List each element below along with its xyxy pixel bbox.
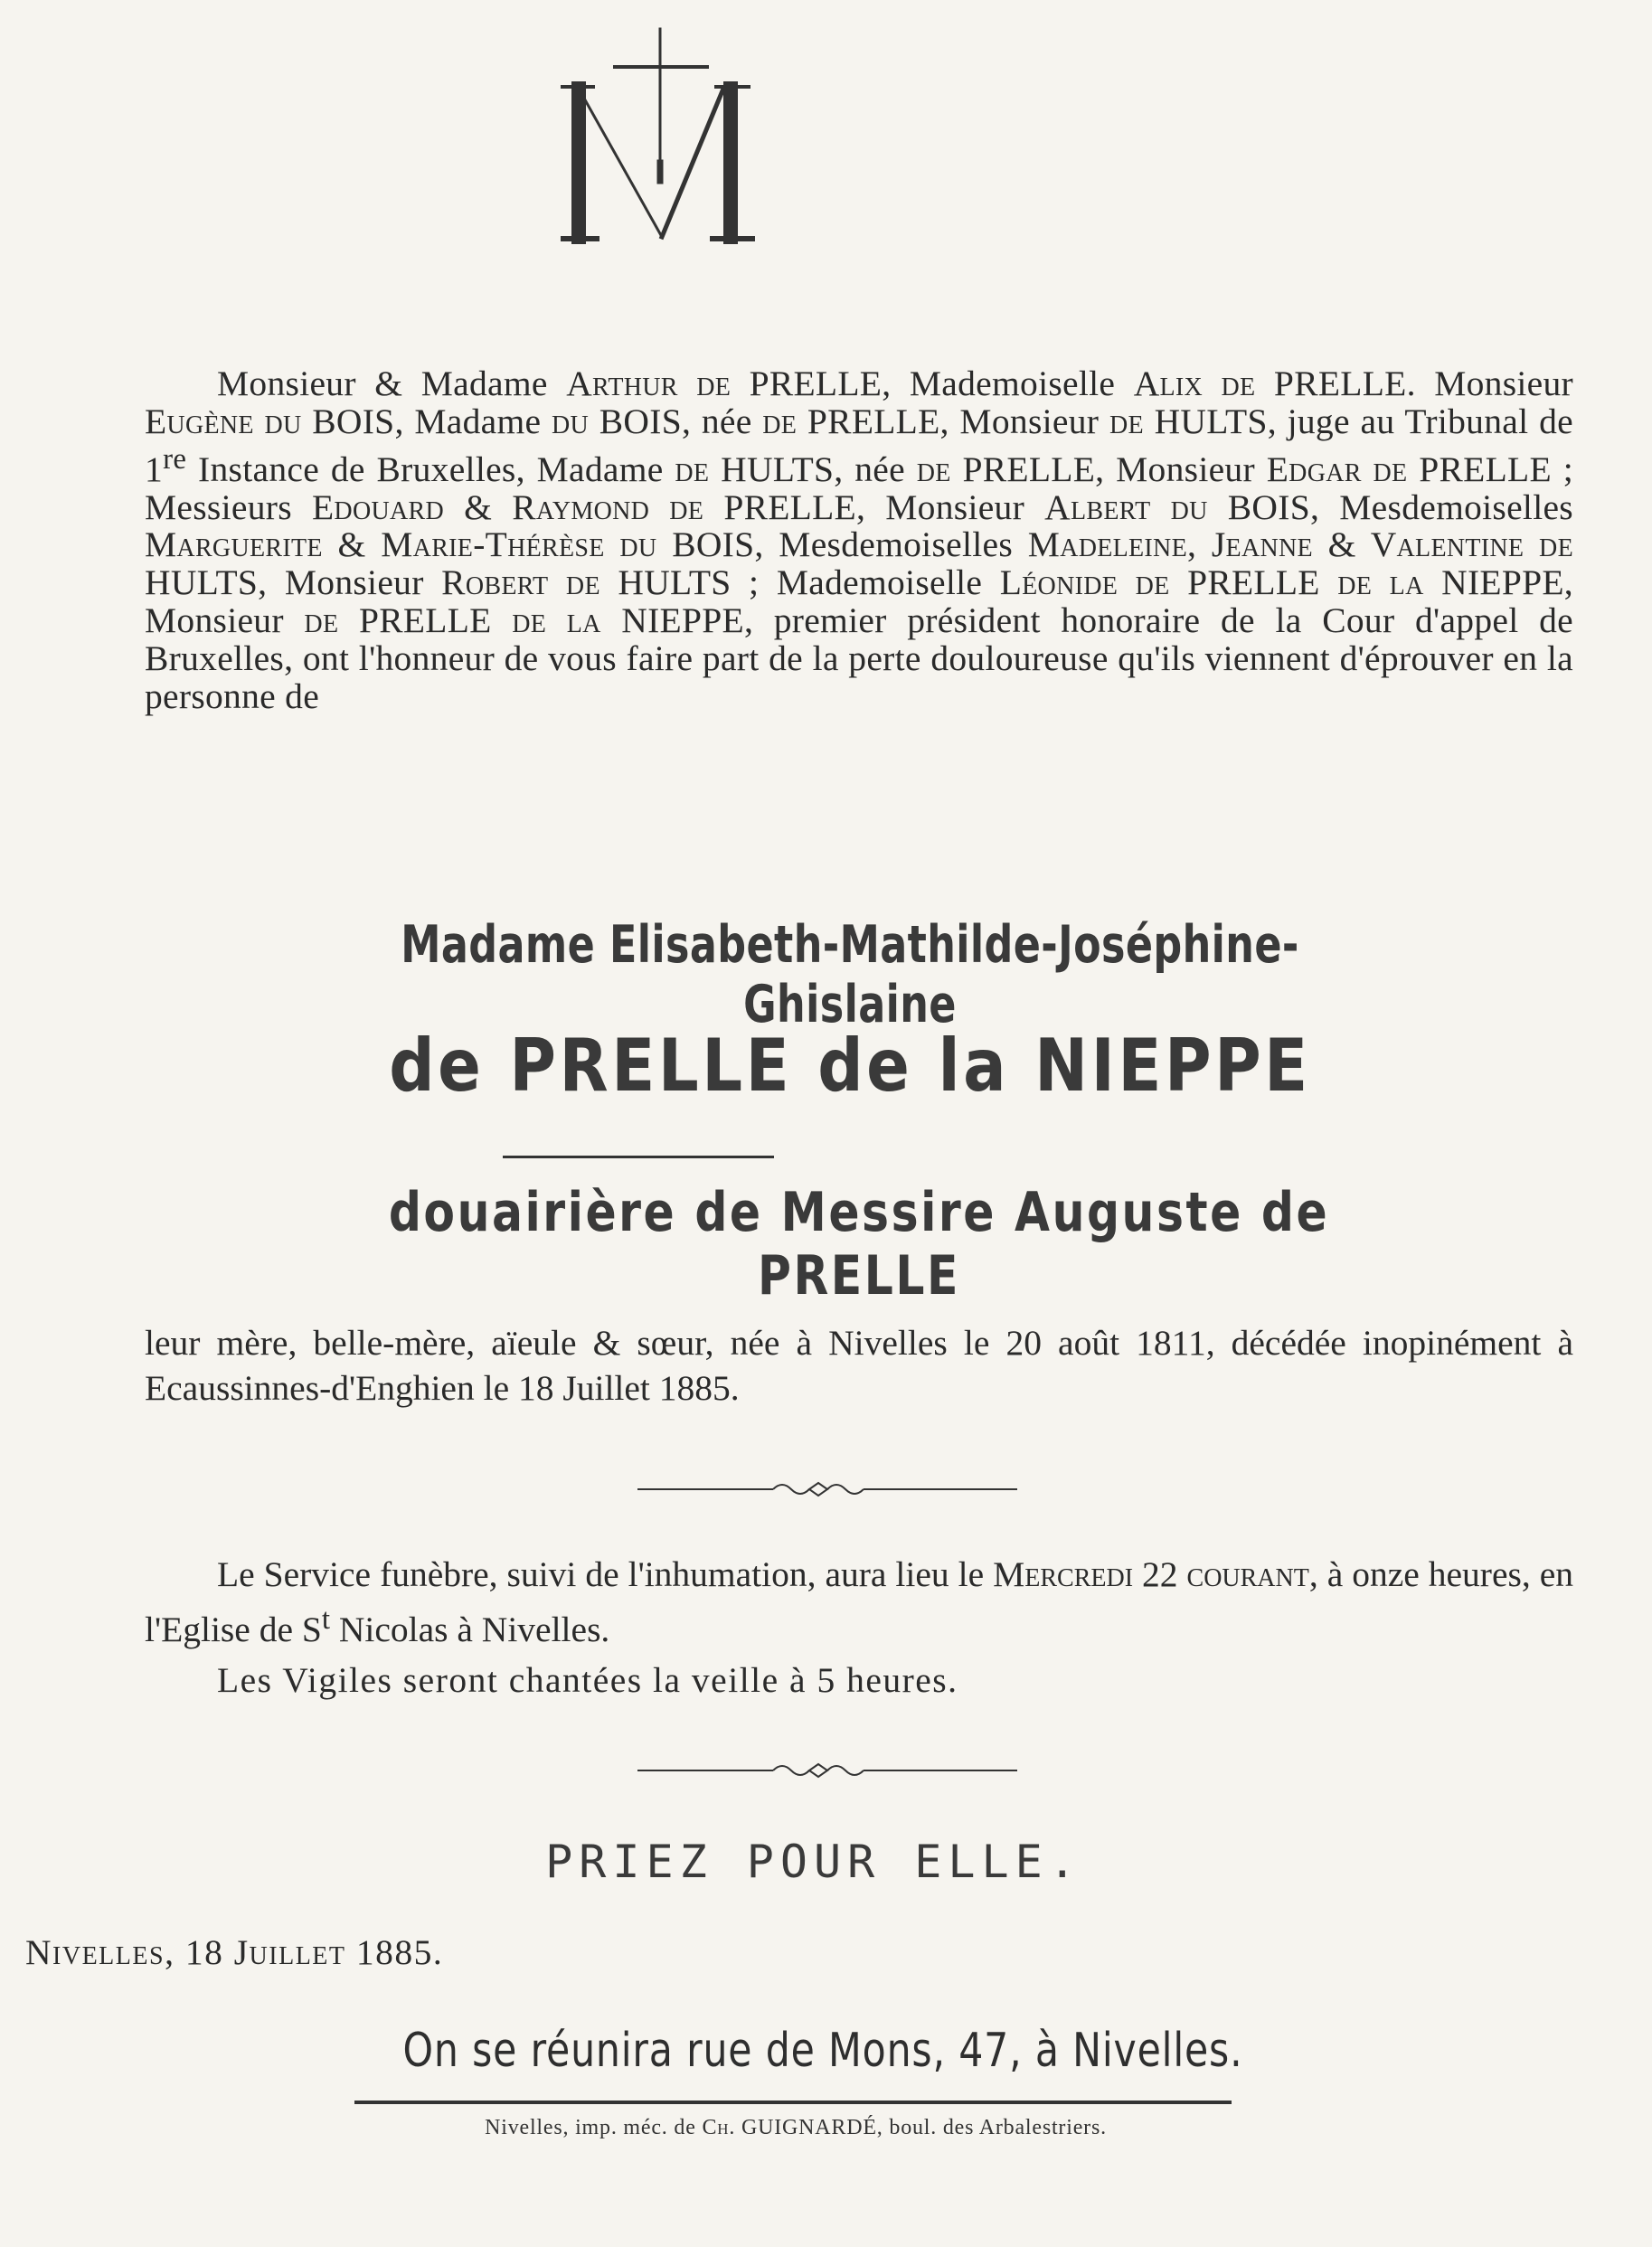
- ornament-divider-icon: [637, 1757, 1017, 1784]
- vigiles-notice: Les Vigiles seront chantées la veille à 5 heures.: [217, 1660, 958, 1700]
- printer-imprint: Nivelles, imp. méc. de Ch. GUIGNARDÉ, boul. des Arbalestriers.: [485, 2116, 1107, 2139]
- dateline: Nivelles, 18 Juillet 1885.: [25, 1932, 444, 1972]
- birth-death-paragraph: leur mère, belle-mère, aïeule & sœur, née à Nivelles le 20 août 1811, décédée inopinément à Ecaussinnes-d'Enghien le 18 Juillet 1885.: [145, 1323, 1573, 1408]
- name-underline-divider: [503, 1156, 774, 1158]
- prayer-request: PRIEZ POUR ELLE.: [545, 1836, 1082, 1888]
- service-paragraph: Le Service funèbre, suivi de l'inhumation, aura lieu le Mercredi 22 courant, à onze heures, en l'Eglise de $S^t$ Nicolas à Nivelles.: [145, 1554, 1574, 1650]
- footer-divider: [354, 2101, 1232, 2104]
- deceased-given-names: Madame Elisabeth-Mathilde-Joséphine-Ghislaine: [401, 915, 1299, 1034]
- ornament-divider-icon: [637, 1476, 1017, 1503]
- deceased-widow-title: douairière de Messire Auguste de PRELLE: [388, 1181, 1330, 1308]
- marian-monogram-icon: [561, 27, 760, 244]
- deceased-family-name: de PRELLE de la NIEPPE: [389, 1024, 1311, 1108]
- gathering-address: On se réunira rue de Mons, 47, à Nivelles.: [402, 2024, 1243, 2078]
- announcement-paragraph: Monsieur & Madame Arthur de PRELLE, Mademoiselle Alix de PRELLE. Monsieur Eugène du BOIS, Madame du BOIS, née de PRELLE, Monsieur de HULTS, juge au Tribunal de 1re Instance de Bruxelles, Madame de HULTS, née de PRELLE, Monsieur Edgar de PRELLE ; Messieurs Edouard & Raymond de PRELLE, Monsieur Albert du BOIS, Mesdemoiselles Marguerite & Marie-Thérèse du BOIS, Mesdemoiselles Madeleine, Jeanne & Valentine de HULTS, Monsieur Robert de HULTS ; Mademoiselle Léonide de PRELLE de la NIEPPE, Monsieur de PRELLE de la NIEPPE, premier président honoraire de la Cour d'appel de Bruxelles, ont l'honneur de vous faire part de la perte douloureuse qu'ils viennent d'éprouver en la personne de: [145, 363, 1573, 716]
